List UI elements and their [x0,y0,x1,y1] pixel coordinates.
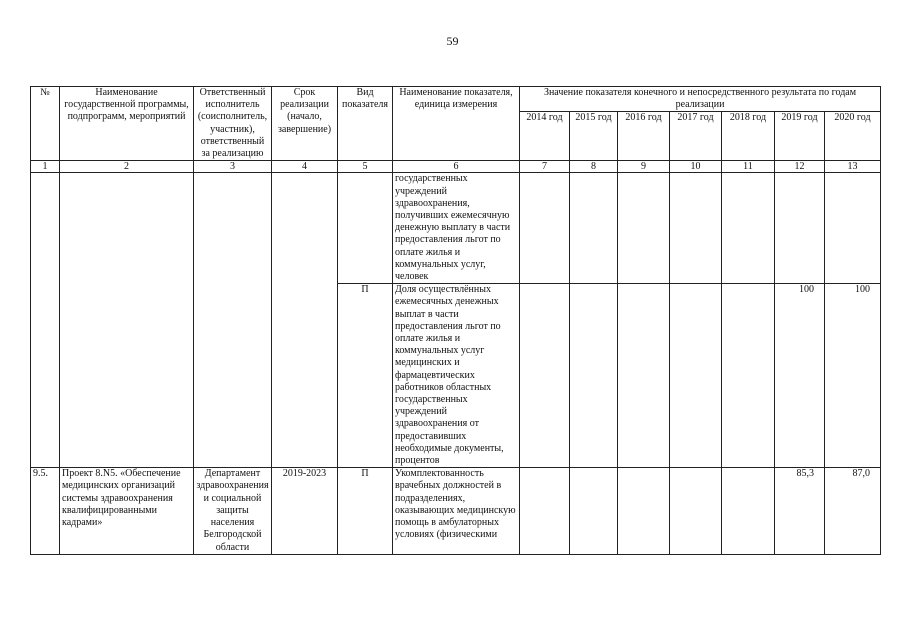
row-value [520,468,570,554]
indicators-table [30,86,881,555]
row-value [570,173,618,284]
row-value [670,468,722,554]
row-value: 100 [775,284,825,468]
row-indicator-name: Доля осуществлённых ежемесячных денежных выплат в части предоставления льгот по оплате жилья и коммунальных услуг медицинских и фармацевтических работников областных государственных учреждений здравоохранения от предоставивших необходимые документы, процентов [393,284,520,468]
table-row [31,173,881,284]
row-program-name [60,173,194,468]
column-number: 13 [825,161,881,173]
column-number: 3 [194,161,272,173]
row-value [722,284,775,468]
column-number: 12 [775,161,825,173]
row-value [722,468,775,554]
row-period [272,173,338,468]
row-number: 9.5. [31,468,60,554]
row-value [520,173,570,284]
header-col-executor: Ответственный исполнитель (соисполнитель, участник), ответственный за реализацию [194,87,272,161]
header-year: 2014 год [520,112,570,161]
row-value [570,468,618,554]
header-row-1 [31,87,881,112]
header-year: 2020 год [825,112,881,161]
header-col-number: № [31,87,60,161]
row-value [670,173,722,284]
header-col-program-name: Наименование государственной программы, подпрограмм, мероприятий [60,87,194,161]
header-year: 2017 год [670,112,722,161]
column-number: 11 [722,161,775,173]
column-number: 5 [338,161,393,173]
column-number: 2 [60,161,194,173]
header-col-indicator-name: Наименование показателя, единица измерения [393,87,520,161]
row-executor: Департамент здравоохранения и социальной защиты населения Белгородской области [194,468,272,554]
row-indicator-type: П [338,284,393,468]
row-value [618,173,670,284]
row-value: 85,3 [775,468,825,554]
row-indicator-name: государственных учреждений здравоохранения, получивших ежемесячную денежную выплату в части предоставления льгот по оплате жилья и коммунальных услуг, человек [393,173,520,284]
column-numbers-row [31,161,881,173]
header-year: 2018 год [722,112,775,161]
column-number: 7 [520,161,570,173]
row-value [570,284,618,468]
column-number: 8 [570,161,618,173]
row-program-name: Проект 8.N5. «Обеспечение медицинских организаций системы здравоохранения квалифицированными кадрами» [60,468,194,554]
row-value: 87,0 [825,468,881,554]
row-indicator-type: П [338,468,393,554]
header-year: 2015 год [570,112,618,161]
column-number: 9 [618,161,670,173]
header-year: 2016 год [618,112,670,161]
row-value [520,284,570,468]
column-number: 1 [31,161,60,173]
header-values-group: Значение показателя конечного и непосредственного результата по годам реализации [520,87,881,112]
row-value [775,173,825,284]
table-row [31,468,881,554]
column-number: 6 [393,161,520,173]
column-number: 4 [272,161,338,173]
row-value [618,468,670,554]
row-value [825,173,881,284]
row-number [31,173,60,468]
row-indicator-name: Укомплектованность врачебных должностей в подразделениях, оказывающих медицинскую помощь в амбулаторных условиях (физическими [393,468,520,554]
row-executor [194,173,272,468]
row-value: 100 [825,284,881,468]
row-value [618,284,670,468]
row-period: 2019-2023 [272,468,338,554]
header-col-indicator-type: Вид показателя [338,87,393,161]
column-number: 10 [670,161,722,173]
row-indicator-type [338,173,393,284]
header-col-period: Срок реализации (начало, завершение) [272,87,338,161]
header-year: 2019 год [775,112,825,161]
page-number: 59 [446,34,459,48]
row-value [670,284,722,468]
row-value [722,173,775,284]
